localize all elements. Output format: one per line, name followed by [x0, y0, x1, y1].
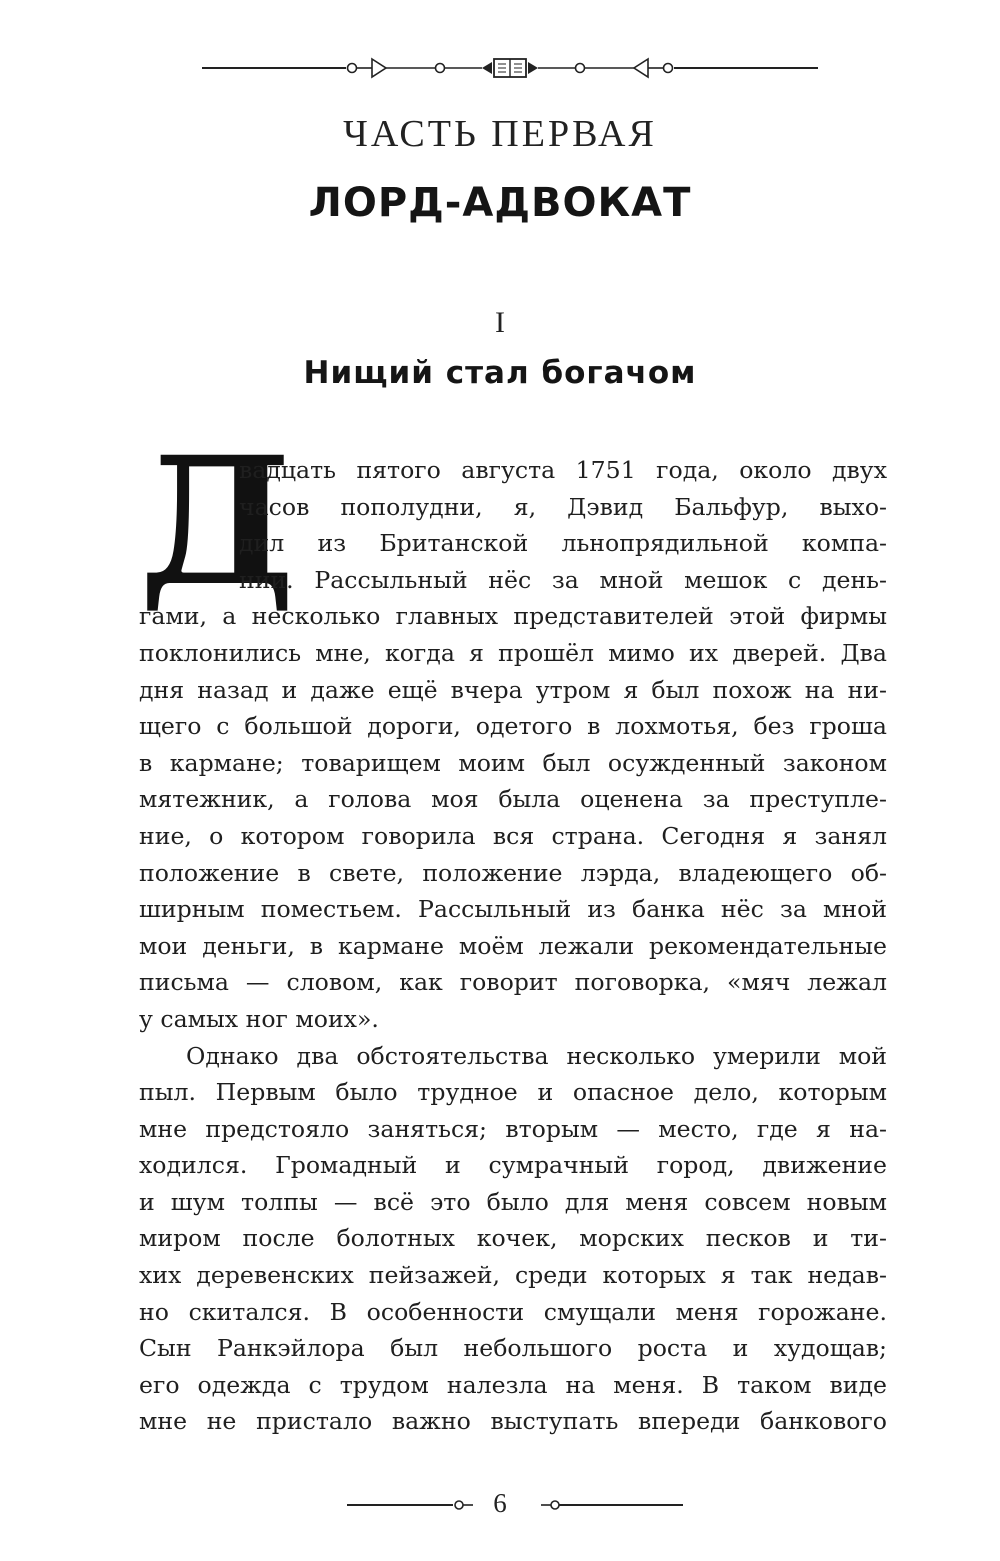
part-label: ЧАСТЬ ПЕРВАЯ [343, 113, 657, 155]
text-line: ходился. Громадный и сумрачный город, движение [139, 1151, 887, 1180]
text-line: поклонились мне, когда я прошёл мимо их дверей. Два [139, 638, 887, 667]
text-line: Сын Ранкэйлора был небольшого роста и худощав; [139, 1334, 887, 1363]
text-line: письма — словом, как говорит поговорка, «мяч лежал [139, 968, 887, 997]
text-line: у самых ног моих». [139, 1004, 379, 1033]
chapter-title: Нищий стал богачом [303, 355, 697, 391]
body-text [139, 418, 887, 1440]
text-line: и шум толпы — всё это было для меня совсем новым [139, 1187, 887, 1216]
text-line: Однако два обстоятельства несколько умерили мой [186, 1041, 887, 1070]
text-line: его одежда с трудом налезла на меня. В таком виде [139, 1370, 887, 1399]
text-line: вадцать пятого августа 1751 года, около двух [239, 456, 887, 484]
text-line: гами, а несколько главных представителей этой фирмы [139, 602, 887, 631]
text-line: ширным поместьем. Рассыльный из банка нёс за мной [139, 895, 887, 924]
text-line: хих деревенских пейзажей, среди которых я так недав- [139, 1261, 887, 1290]
text-line: в кармане; товарищем моим был осужденный законом [139, 748, 887, 777]
text-line: миром после болотных кочек, морских песков и ти- [139, 1224, 887, 1253]
text-line: мои деньги, в кармане моём лежали рекомендательные [139, 931, 887, 960]
text-line: мятежник, а голова моя была оценена за преступле- [139, 785, 887, 814]
drop-cap: Д [139, 418, 296, 625]
text-line: положение в свете, положение лэрда, владеющего об- [139, 858, 887, 887]
text-line: мне предстояло заняться; вторым — место, где я на- [139, 1114, 887, 1143]
chapter-number: I [495, 306, 505, 339]
text-line: мне не пристало важно выступать впереди банкового [139, 1407, 887, 1436]
text-line: щего с большой дороги, одетого в лохмотья, без гроша [139, 712, 887, 741]
text-line: пыл. Первым было трудное и опасное дело, которым [139, 1078, 887, 1107]
text-line: ние, о котором говорила вся страна. Сегодня я занял [139, 821, 887, 850]
page-number: 6 [493, 1488, 507, 1518]
text-line: часов пополудни, я, Дэвид Бальфур, выхо- [239, 492, 887, 521]
text-line: но скитался. В особенности смущали меня горожане. [139, 1297, 887, 1326]
text-line: нии. Рассыльный нёс за мной мешок с день- [239, 565, 887, 594]
text-line: дня назад и даже ещё вчера утром я был похож на ни- [139, 675, 887, 704]
text-line: дил из Британской льнопрядильной компа- [239, 529, 887, 558]
part-title: ЛОРД-АДВОКАТ [308, 180, 692, 226]
top-ornament-divider [200, 52, 820, 84]
